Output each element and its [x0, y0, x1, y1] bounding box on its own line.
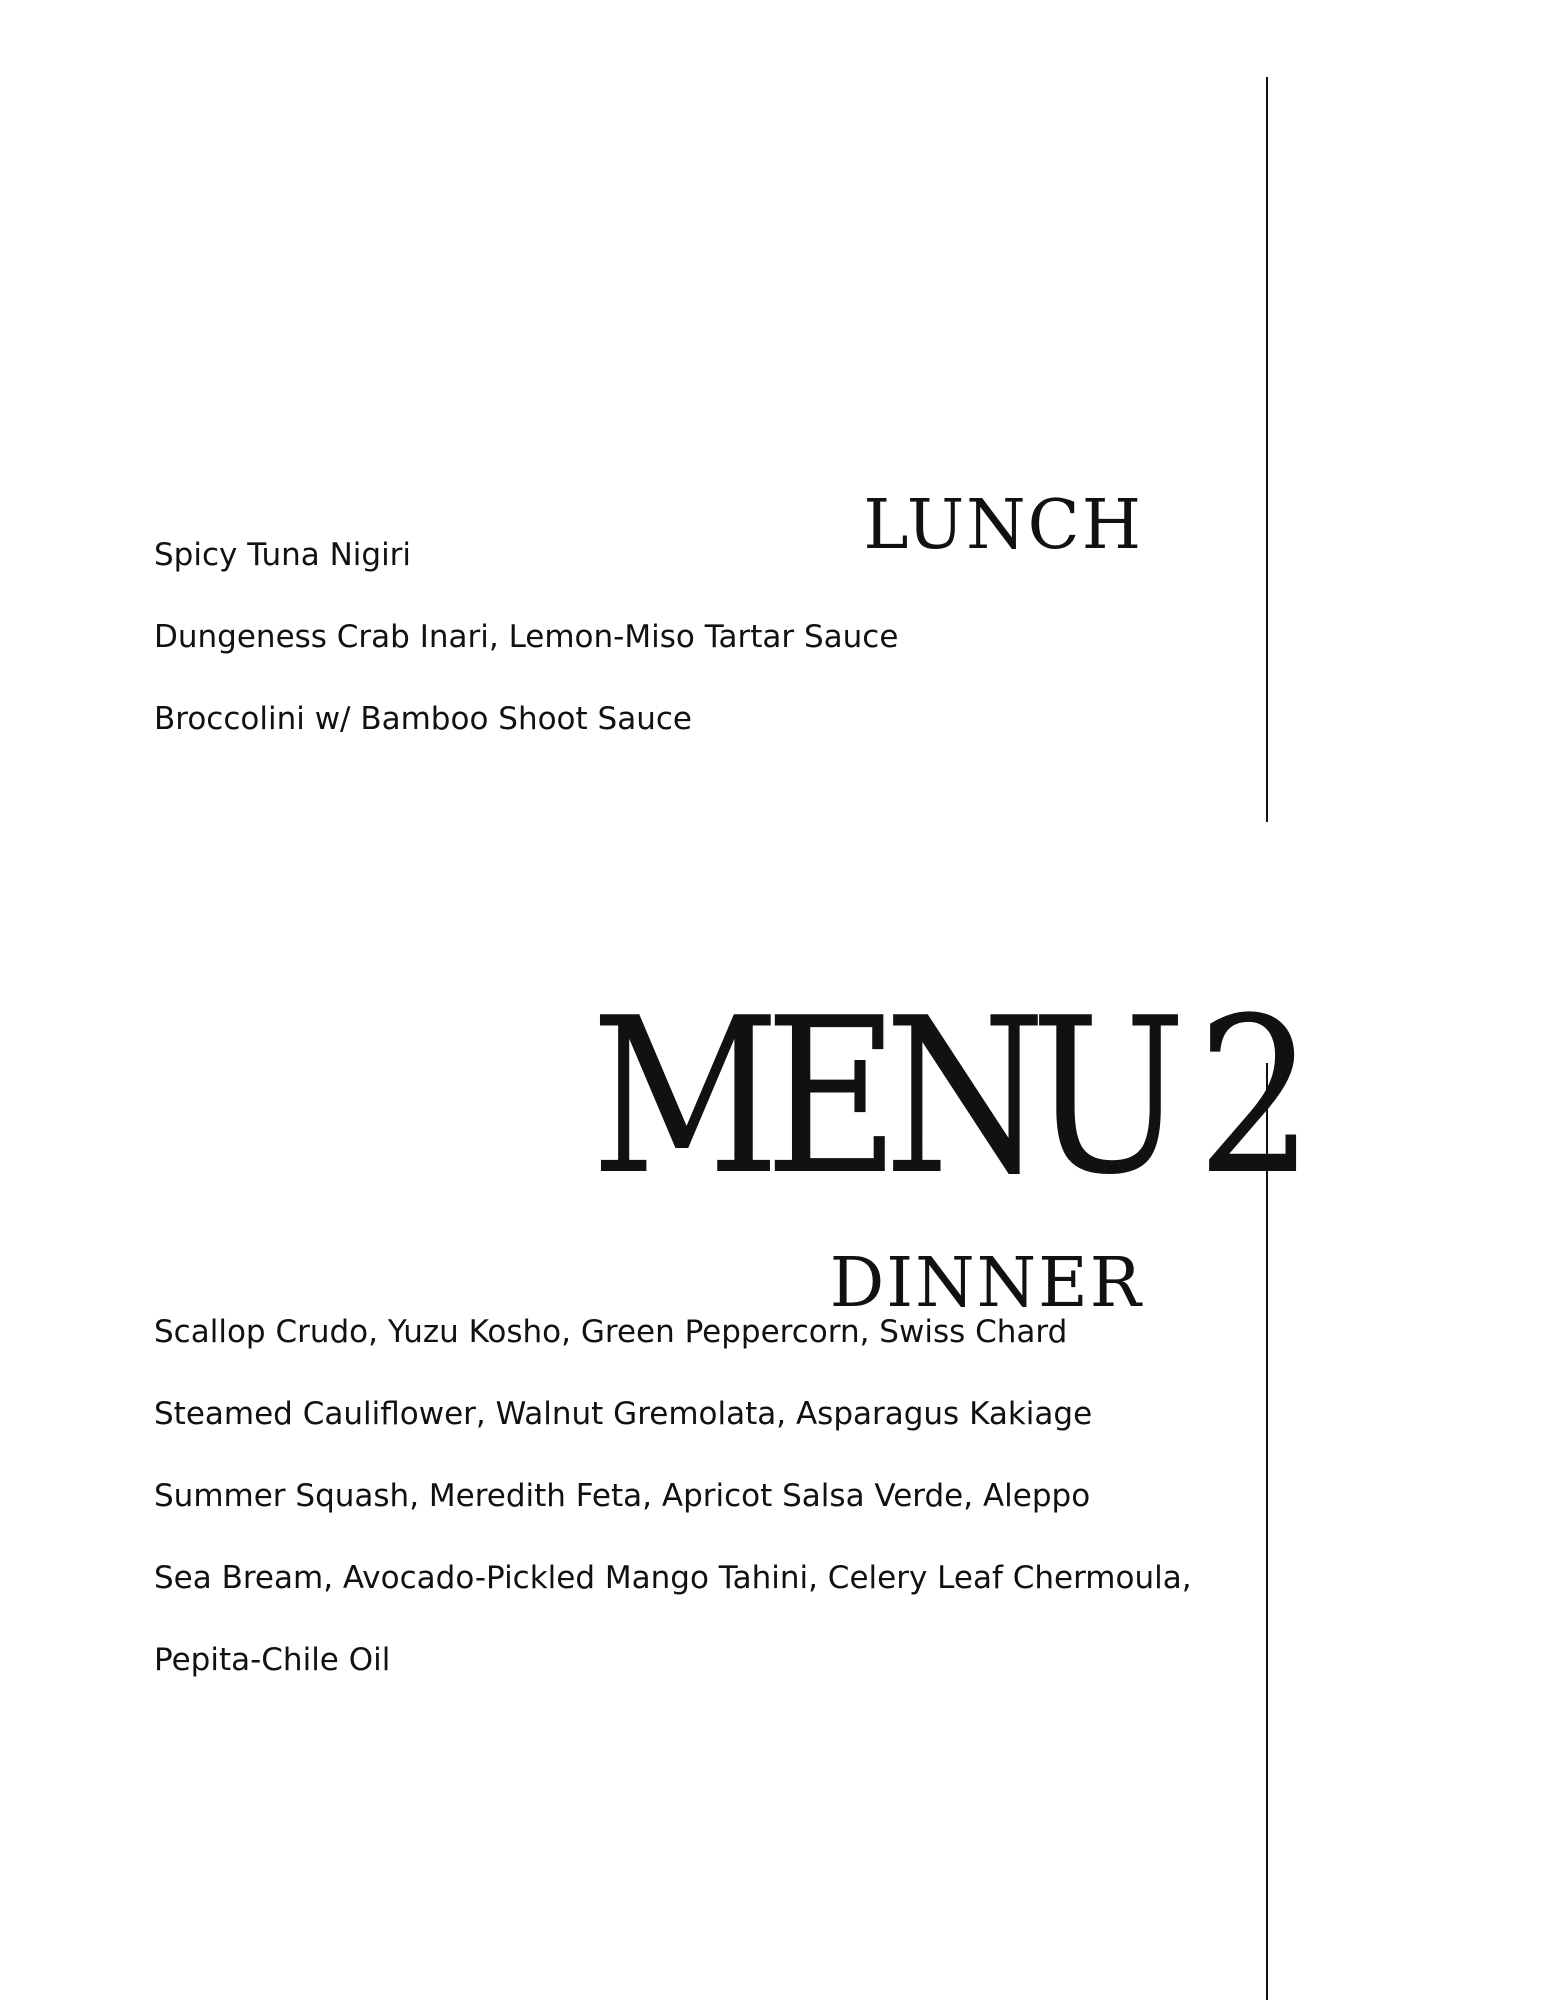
dinner-item: Pepita-Chile Oil [154, 1642, 391, 1678]
dinner-item: Sea Bream, Avocado-Pickled Mango Tahini, Celery Leaf Chermoula, [154, 1560, 1192, 1596]
lunch-heading: LUNCH [863, 486, 1143, 566]
menu-title-number: 2 [1196, 971, 1314, 1223]
lunch-item: Broccolini w/ Bamboo Shoot Sauce [154, 701, 692, 737]
dinner-item: Steamed Cauliflower, Walnut Gremolata, Asparagus Kakiage [154, 1396, 1093, 1432]
dinner-items [154, 1314, 1192, 1727]
menu-title [590, 971, 1314, 1223]
vertical-divider-top [1266, 77, 1268, 822]
dinner-item: Summer Squash, Meredith Feta, Apricot Salsa Verde, Aleppo [154, 1478, 1091, 1514]
lunch-items [154, 537, 899, 786]
lunch-item: Spicy Tuna Nigiri [154, 537, 412, 573]
lunch-item: Dungeness Crab Inari, Lemon-Miso Tartar Sauce [154, 619, 899, 655]
dinner-heading: DINNER [829, 1244, 1143, 1324]
dinner-item: Scallop Crudo, Yuzu Kosho, Green Peppercorn, Swiss Chard [154, 1314, 1068, 1350]
menu-title-word: MENU [590, 971, 1171, 1223]
